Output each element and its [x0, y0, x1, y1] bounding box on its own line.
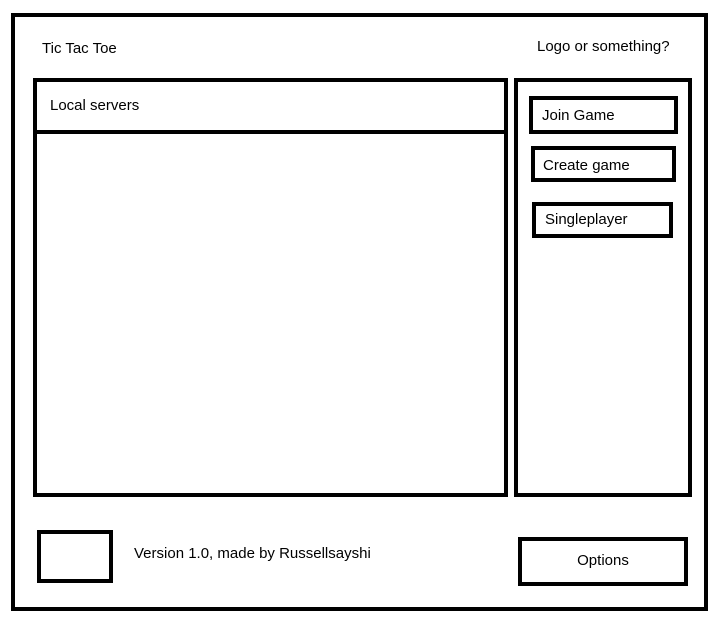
local-servers-header: [37, 82, 504, 134]
singleplayer-button[interactable]: [532, 202, 673, 238]
actions-panel: [514, 78, 692, 497]
join-game-button[interactable]: [529, 96, 678, 134]
create-game-button[interactable]: [531, 146, 676, 182]
options-label: Options: [577, 552, 629, 569]
app-title: Tic Tac Toe: [42, 40, 117, 57]
options-button[interactable]: [518, 537, 688, 586]
avatar-placeholder: [37, 530, 113, 583]
server-list[interactable]: [37, 134, 504, 493]
logo-placeholder: Logo or something?: [537, 38, 670, 55]
join-game-label: Join Game: [542, 107, 615, 124]
local-servers-label: Local servers: [50, 97, 140, 114]
local-servers-panel: [33, 78, 508, 497]
version-text: Version 1.0, made by Russellsayshi: [134, 545, 371, 562]
singleplayer-label: Singleplayer: [545, 211, 628, 228]
create-game-label: Create game: [543, 157, 630, 174]
